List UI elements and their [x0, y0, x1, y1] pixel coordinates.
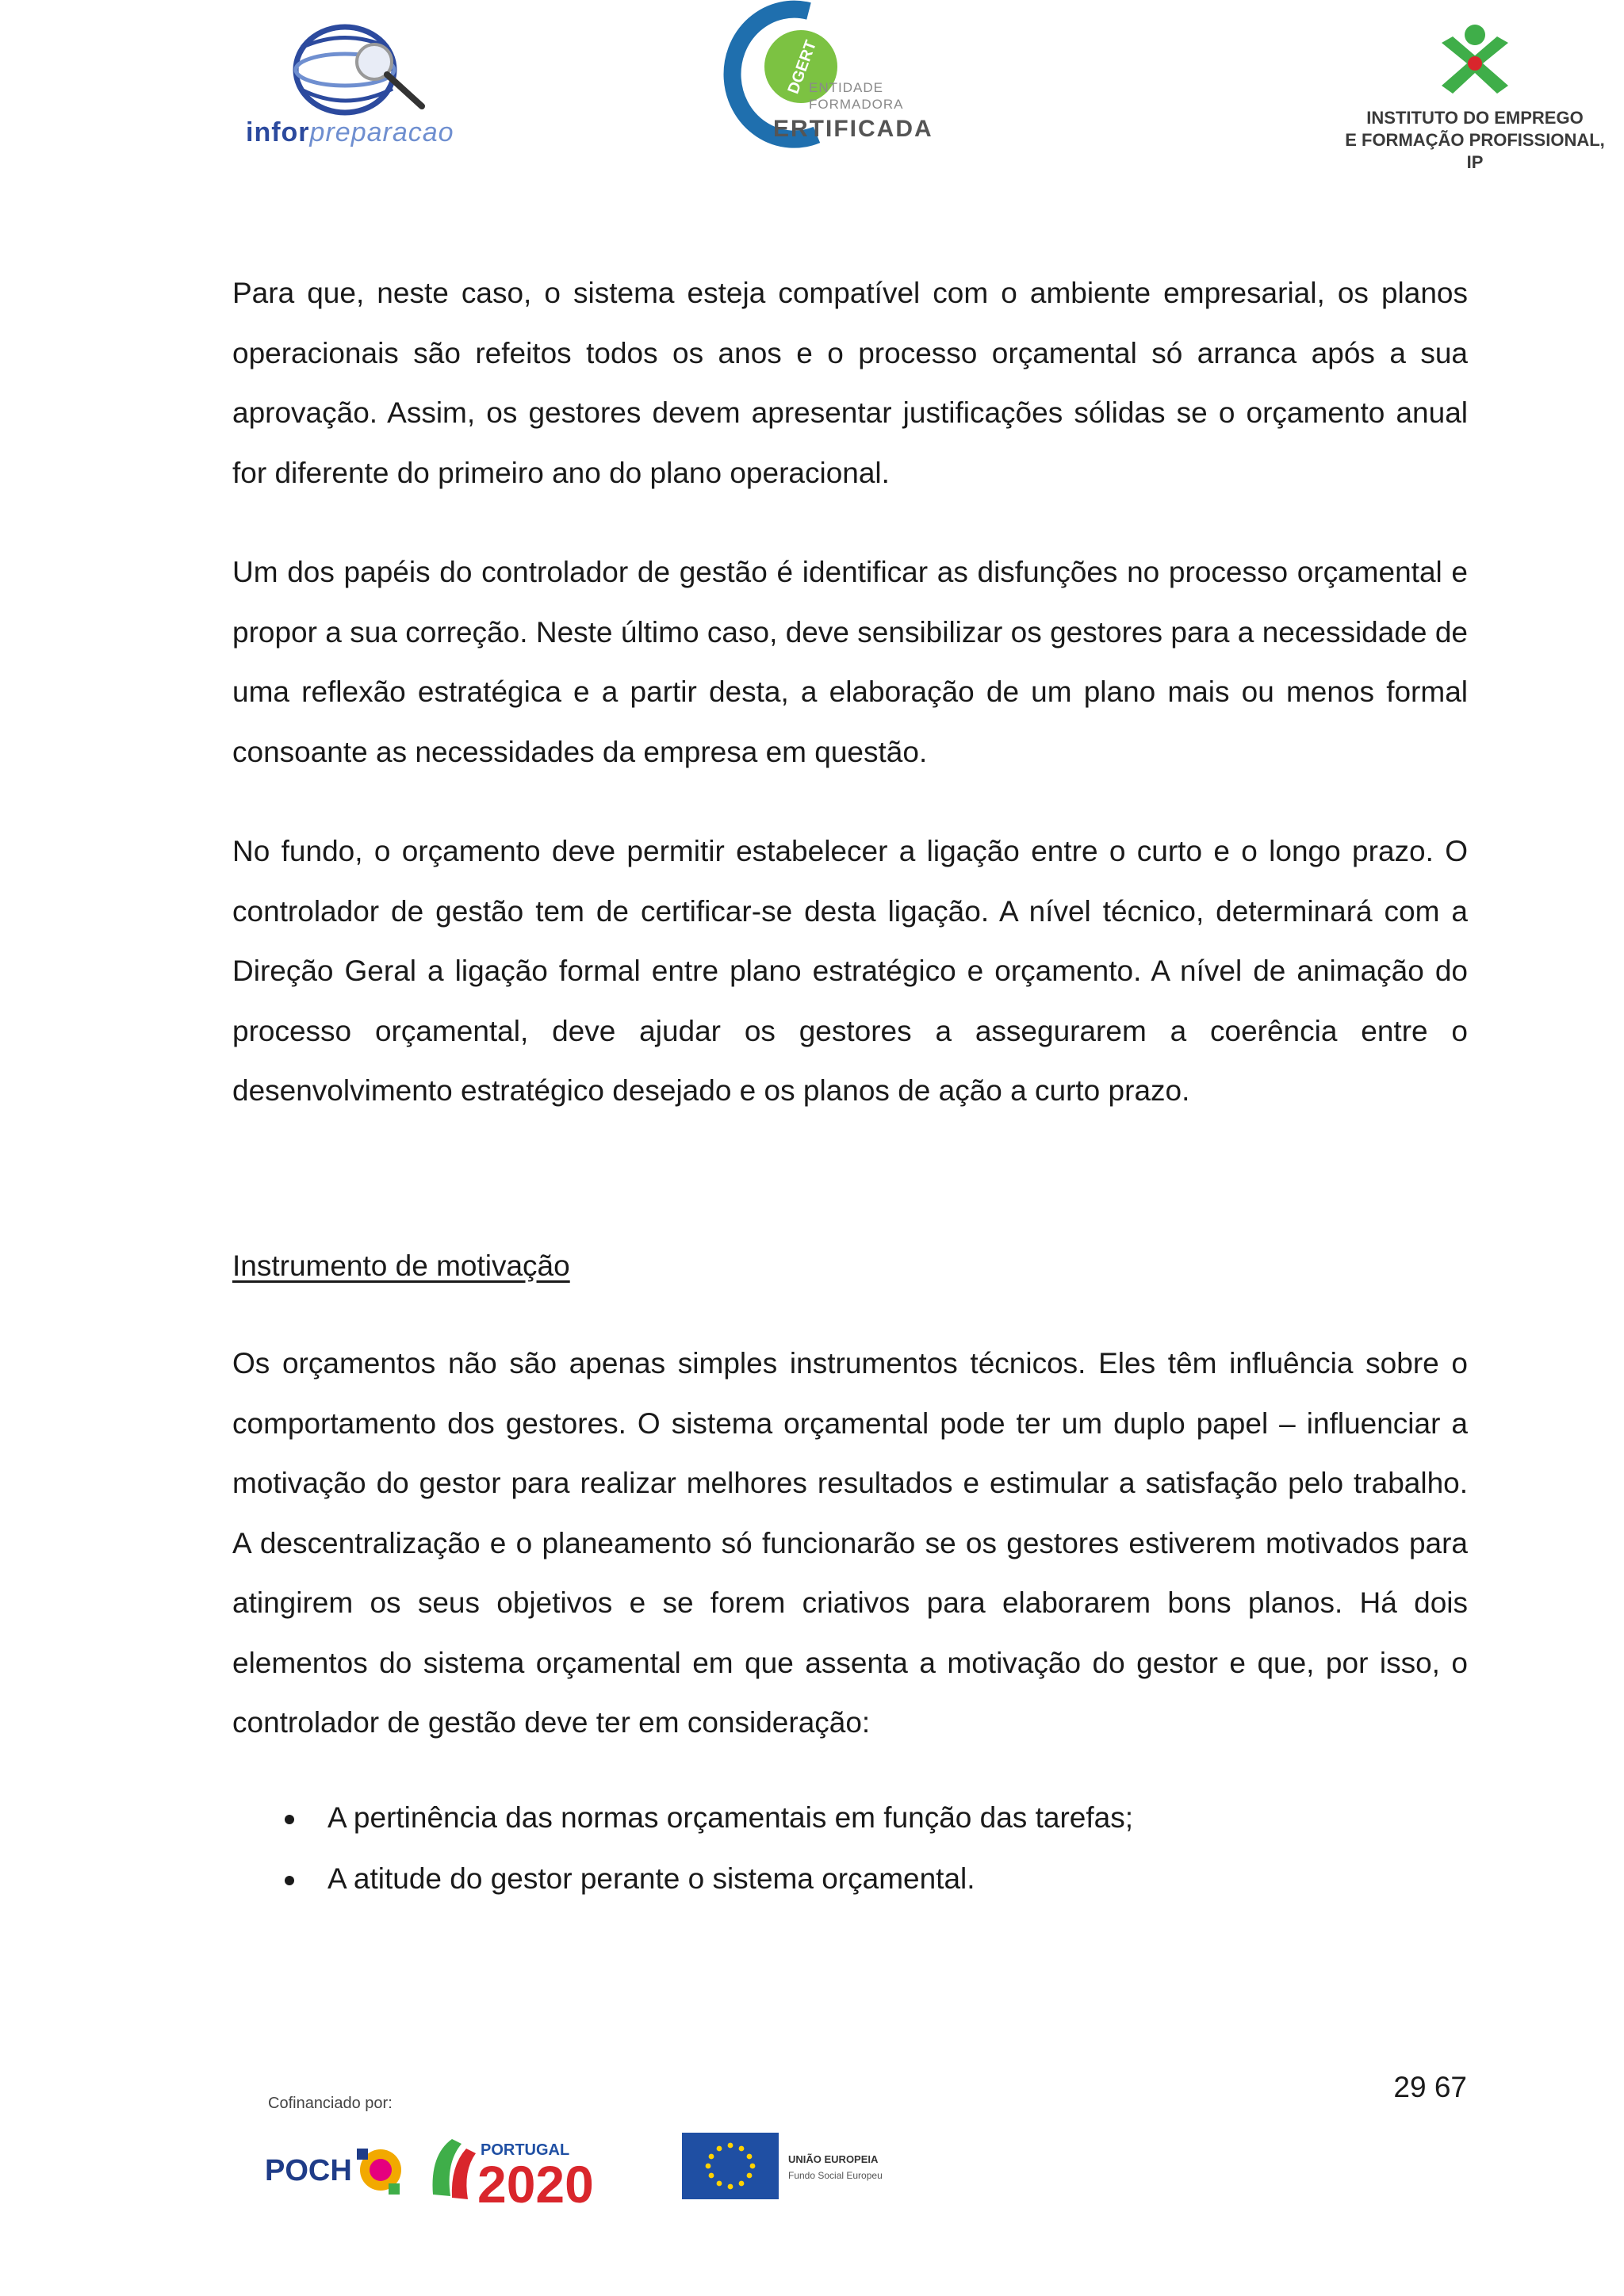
svg-text:DGERT: DGERT — [784, 38, 821, 97]
page-header — [0, 0, 1624, 172]
svg-text:2020: 2020 — [477, 2155, 594, 2206]
bullet-item: A pertinência das normas orçamentais em função das tarefas; — [232, 1788, 1468, 1848]
iefp-emblem-icon — [1340, 16, 1610, 103]
page-footer — [254, 2093, 967, 2212]
bullet-item: A atitude do gestor perante o sistema orçamental. — [232, 1849, 1468, 1909]
dgert-certified-logo — [714, 0, 933, 151]
svg-text:UNIÃO EUROPEIA: UNIÃO EUROPEIA — [788, 2153, 879, 2165]
eu-flag-icon — [682, 2133, 920, 2201]
document-body — [232, 263, 1468, 1911]
svg-text:Fundo Social Europeu: Fundo Social Europeu — [788, 2170, 883, 2181]
iefp-logo — [1340, 16, 1610, 172]
eu-flag-logo — [682, 2133, 920, 2201]
inforpreparacao-wordmark: inforpreparacao — [246, 117, 454, 147]
dgert-certified-label: ERTIFICADA — [773, 116, 933, 142]
body-paragraph-2: Um dos papéis do controlador de gestão é identificar as disfunções no processo orçamental e propor a sua correção. Neste último caso, deve sensibilizar os gestores para a necessidade de uma reflexão estratégica e a partir desta, a elaboração de um plano mais ou menos formal consoante as necessidades da empresa em questão. — [232, 556, 1468, 768]
svg-text:PORTUGAL: PORTUGAL — [481, 2141, 570, 2159]
portugal-2020-logo — [428, 2131, 642, 2206]
cofinanced-label: Cofinanciado por: — [268, 2095, 393, 2112]
page-number: 29 67 — [1393, 2071, 1467, 2103]
portugal-2020-icon — [428, 2131, 642, 2206]
bullet-list — [232, 1788, 1468, 1909]
section-heading: Instrumento de motivação — [232, 1249, 570, 1282]
svg-text:POCH: POCH — [265, 2154, 352, 2187]
poch-logo — [262, 2134, 412, 2206]
section-paragraph: Os orçamentos não são apenas simples instrumentos técnicos. Eles têm influência sobre o comportamento dos gestores. O sistema orçamental pode ter um duplo papel – influenciar a motivação do gestor para realizar melhores resultados e estimular a satisfação pelo trabalho. A descentralização e o planeamento só funcionarão se os gestores estiverem motivados para atingirem os seus objetivos e se forem criativos para elaborarem bons planos. Há dois elementos do sistema orçamental em que assenta a motivação do gestor e que, por isso, o controlador de gestão deve ter em consideração: — [232, 1347, 1468, 1739]
body-paragraph-3: No fundo, o orçamento deve permitir estabelecer a ligação entre o curto e o longo prazo. O controlador de gestão tem de certificar-se desta ligação. A nível técnico, determinará com a Direção Geral a ligação formal entre plano estratégico e orçamento. A nível de animação do processo orçamental, deve ajudar os gestores a assegurarem a coerência entre o desenvolvimento estratégico desejado e os planos de ação a curto prazo. — [232, 835, 1468, 1107]
globe-icon — [238, 24, 468, 119]
iefp-name: INSTITUTO DO EMPREGO E FORMAÇÃO PROFISSIONAL, IP — [1345, 108, 1605, 172]
inforpreparacao-logo — [238, 24, 468, 159]
poch-icon — [262, 2134, 412, 2206]
dgert-caption: ENTIDADE FORMADORA — [809, 80, 904, 112]
body-paragraph-1: Para que, neste caso, o sistema esteja compatível com o ambiente empresarial, os planos operacionais são refeitos todos os anos e o processo orçamental só arranca após a sua aprovação. Assim, os gestores devem apresentar justificações sólidas se o orçamento anual for diferente do primeiro ano do plano operacional. — [232, 277, 1468, 489]
